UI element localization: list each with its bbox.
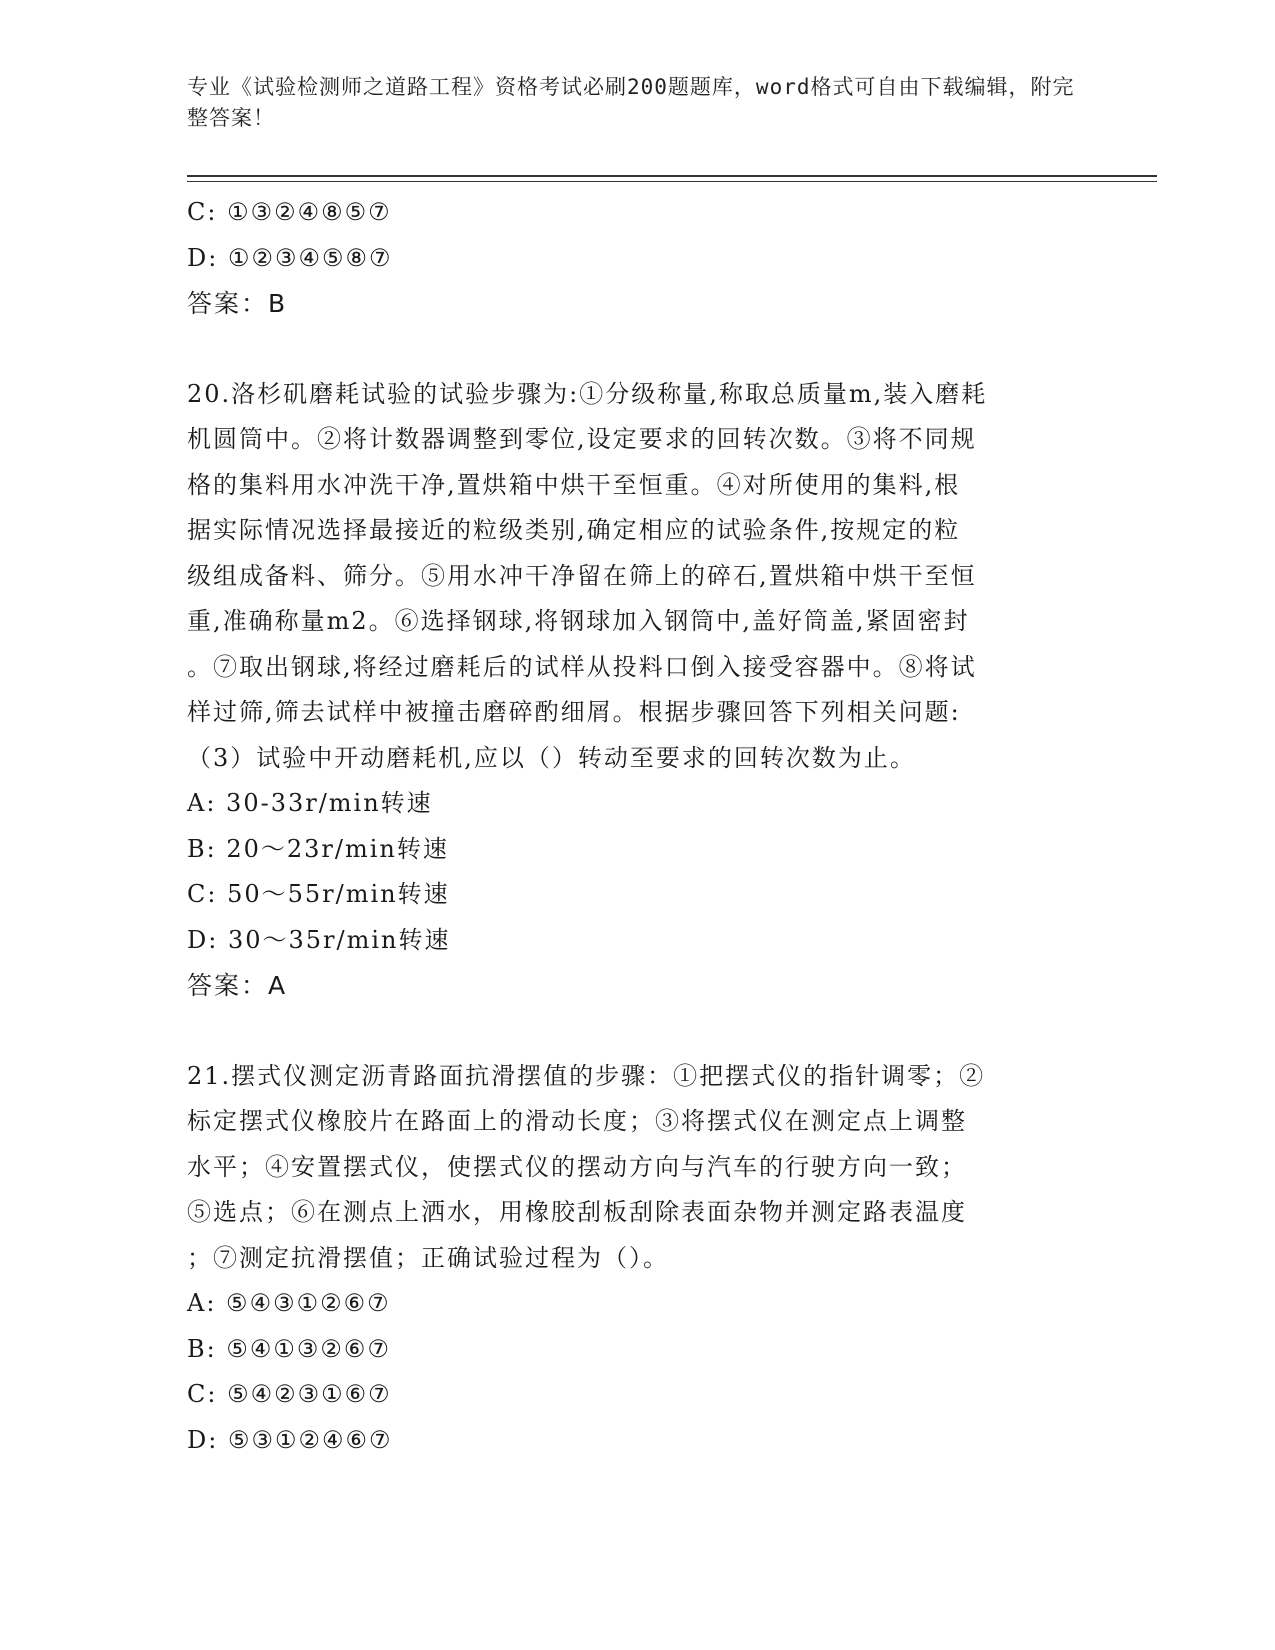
header-divider xyxy=(187,175,1157,182)
question-text-line: 21.摆式仪测定沥青路面抗滑摆值的步骤：①把摆式仪的指针调零；② xyxy=(187,1061,986,1090)
question-text-line: ；⑦测定抗滑摆值；正确试验过程为（）。 xyxy=(187,1243,669,1272)
question-text-line: 标定摆式仪橡胶片在路面上的滑动长度；③将摆式仪在测定点上调整 xyxy=(187,1107,967,1135)
option-b: B: ⑤④①③②⑥⑦ xyxy=(187,1334,391,1363)
prev-question xyxy=(187,190,1087,327)
option-c: C: ①③②④⑧⑤⑦ xyxy=(187,198,392,226)
option-c: C: 50～55r/min转速 xyxy=(187,880,450,908)
question-text-line: 据实际情况选择最接近的粒级类别,确定相应的试验条件,按规定的粒 xyxy=(187,516,961,544)
option-b: B: 20～23r/min转速 xyxy=(187,834,449,863)
answer: 答案：A xyxy=(187,971,288,1000)
question-20 xyxy=(187,372,1087,1009)
question-text-line: 重,准确称量m2。⑥选择钢球,将钢球加入钢筒中,盖好筒盖,紧固密封 xyxy=(187,607,970,635)
question-text-line: 20.洛杉矶磨耗试验的试验步骤为:①分级称量,称取总质量m,装入磨耗 xyxy=(187,379,988,408)
question-text-line: （3）试验中开动磨耗机,应以（）转动至要求的回转次数为止。 xyxy=(187,743,916,772)
option-d: D: ①②③④⑤⑧⑦ xyxy=(187,243,393,272)
question-text-line: 样过筛,筛去试样中被撞击磨碎酌细屑。根据步骤回答下列相关问题: xyxy=(187,698,961,726)
answer: 答案：B xyxy=(187,289,288,318)
page-header xyxy=(187,72,1087,134)
question-text-line: 机圆筒中。②将计数器调整到零位,设定要求的回转次数。③将不同规 xyxy=(187,425,977,453)
question-text-line: 级组成备料、筛分。⑤用水冲干净留在筛上的碎石,置烘箱中烘干至恒 xyxy=(187,561,977,590)
option-a: A: 30-33r/min转速 xyxy=(187,789,433,817)
question-text-line: ⑤选点；⑥在测点上洒水，用橡胶刮板刮除表面杂物并测定路表温度 xyxy=(187,1198,967,1226)
option-c: C: ⑤④②③①⑥⑦ xyxy=(187,1380,392,1408)
question-text-line: 格的集料用水冲洗干净,置烘箱中烘干至恒重。④对所使用的集料,根 xyxy=(187,470,961,499)
question-text-line: 水平；④安置摆式仪，使摆式仪的摆动方向与汽车的行驶方向一致； xyxy=(187,1152,967,1181)
option-a: A: ⑤④③①②⑥⑦ xyxy=(187,1289,391,1317)
question-text-line: 。⑦取出钢球,将经过磨耗后的试样从投料口倒入接受容器中。⑧将试 xyxy=(187,652,977,681)
question-21 xyxy=(187,1054,1087,1464)
option-d: D: ⑤③①②④⑥⑦ xyxy=(187,1425,393,1454)
option-d: D: 30～35r/min转速 xyxy=(187,925,451,954)
header-title: 专业《试验检测师之道路工程》资格考试必刷200题题库，word格式可自由下载编辑，附完整答案！ xyxy=(187,75,1075,130)
document-body xyxy=(187,190,1087,1463)
